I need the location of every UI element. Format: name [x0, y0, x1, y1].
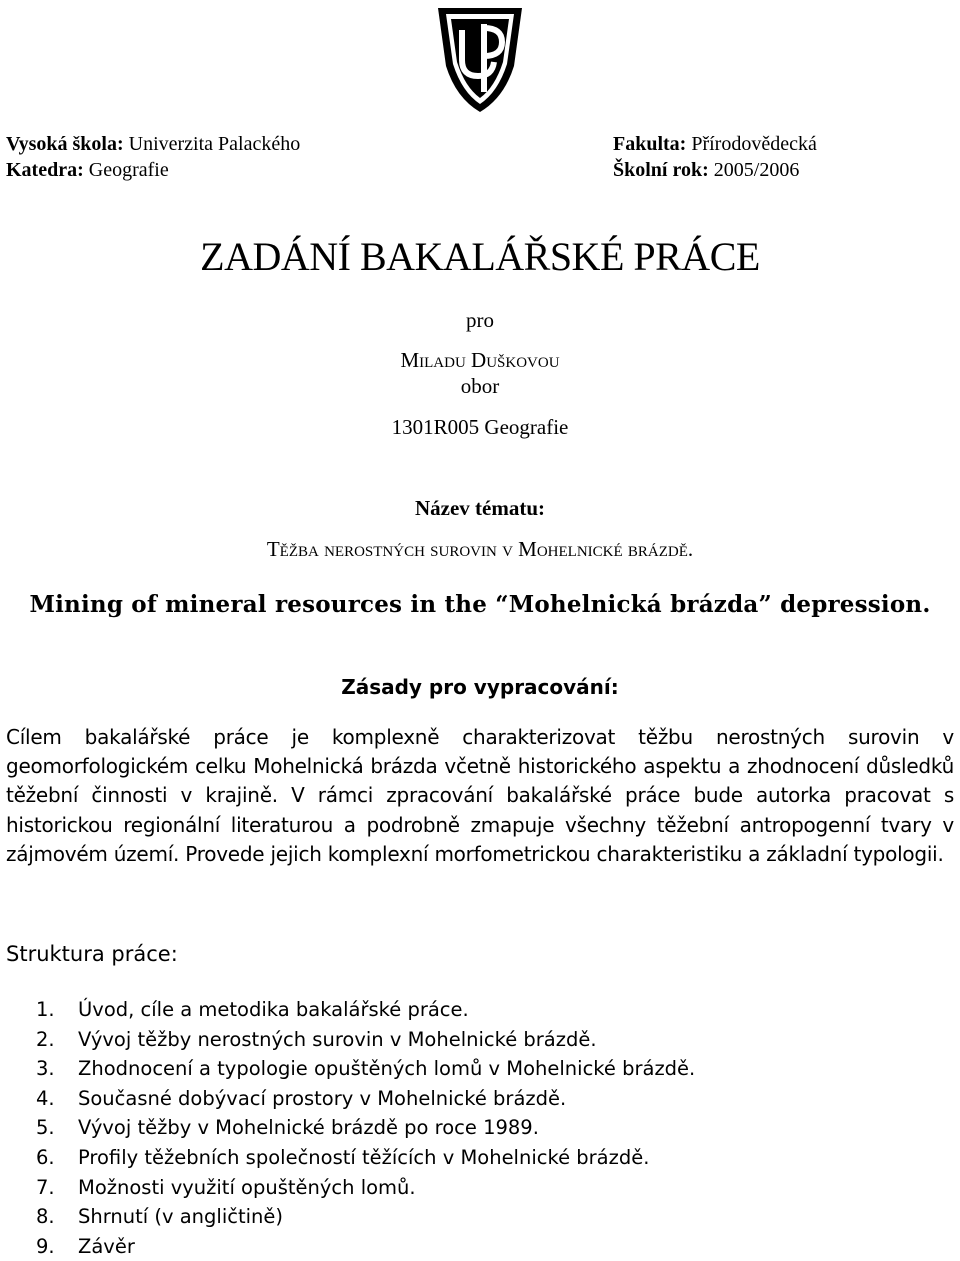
student-name: Miladu Duškovou: [400, 348, 560, 372]
structure-item: [6, 1113, 695, 1143]
header-right: [613, 131, 817, 183]
structure-item-text: Vývoj těžby v Mohelnické brázdě po roce 1989.: [78, 1116, 539, 1140]
document-title: ZADÁNÍ BAKALÁŘSKÉ PRÁCE: [200, 234, 760, 279]
structure-item-number: 3.: [36, 1057, 55, 1081]
structure-item-text: Současné dobývací prostory v Mohelnické brázdě.: [78, 1086, 567, 1110]
structure-item: [6, 1084, 695, 1114]
structure-item-text: Závěr: [78, 1234, 135, 1258]
department-line: [6, 157, 300, 183]
structure-item-number: 7.: [36, 1175, 55, 1199]
structure-item-text: Možnosti využití opuštěných lomů.: [78, 1175, 416, 1199]
structure-item: [6, 1202, 695, 1232]
topic-english: Mining of mineral resources in the “Mohelnická brázda” depression.: [29, 591, 931, 618]
structure-item-text: Profily těžebních společností těžících v Mohelnické brázdě.: [78, 1145, 650, 1169]
structure-item-text: Vývoj těžby nerostných surovin v Mohelnické brázdě.: [78, 1027, 597, 1051]
structure-item-number: 5.: [36, 1116, 55, 1140]
structure-item-number: 4.: [36, 1086, 55, 1110]
topic-label: Název tématu:: [414, 496, 546, 520]
department-value: Geografie: [83, 159, 169, 181]
topic-czech: Těžba nerostných surovin v Mohelnické brázdě.: [266, 537, 694, 561]
faculty-label: Fakulta:: [613, 133, 687, 155]
faculty-value: Přírodovědecká: [686, 133, 817, 155]
structure-label: Struktura práce:: [6, 942, 178, 966]
university-crest-logo: [434, 4, 526, 116]
structure-item-number: 1.: [36, 998, 55, 1021]
school-line: [6, 131, 300, 157]
structure-item-number: 6.: [36, 1145, 55, 1169]
for-label: pro: [466, 308, 494, 332]
structure-list: [6, 995, 695, 1261]
structure-item-number: 8.: [36, 1205, 55, 1229]
rules-paragraph: Cílem bakalářské práce je komplexně charakterizovat těžbu nerostných surovin v geomorfologickém celku Mohelnická brázda včetně historického aspektu a zhodnocení důsledků těžební činnosti v krajině. V rámci zpracování bakalářské práce bude autorka pracovat s historickou regionální literaturou a podrobně zmapuje všechny těžební antropogenní tvary v zájmovém území. Provede jejich komplexní morfometrickou charakteristiku a základní typologii.: [6, 725, 954, 866]
crest-shield-icon: [434, 4, 526, 116]
school-year-value: 2005/2006: [708, 159, 800, 181]
structure-item-text: Zhodnocení a typologie opuštěných lomů v Mohelnické brázdě.: [78, 1057, 696, 1081]
structure-item: [6, 1054, 695, 1084]
faculty-line: [613, 131, 817, 157]
structure-item-number: 2.: [36, 1027, 55, 1051]
structure-item-text: Úvod, cíle a metodika bakalářské práce.: [78, 998, 469, 1021]
structure-item: [6, 995, 695, 1025]
rules-label: Zásady pro vypracování:: [341, 675, 619, 699]
structure-item-text: Shrnutí (v angličtině): [78, 1205, 284, 1229]
field-value: 1301R005 Geografie: [391, 415, 569, 439]
structure-item: [6, 1143, 695, 1173]
department-label: Katedra:: [6, 159, 84, 181]
structure-item: [6, 1025, 695, 1055]
structure-item: [6, 1232, 695, 1261]
school-value: Univerzita Palackého: [123, 133, 301, 155]
header-left: [6, 131, 300, 183]
structure-item: [6, 1173, 695, 1203]
school-year-line: [613, 157, 817, 183]
school-year-label: Školní rok:: [613, 159, 709, 181]
field-label: obor: [460, 374, 500, 398]
structure-item-number: 9.: [36, 1234, 55, 1258]
school-label: Vysoká škola:: [6, 133, 124, 155]
